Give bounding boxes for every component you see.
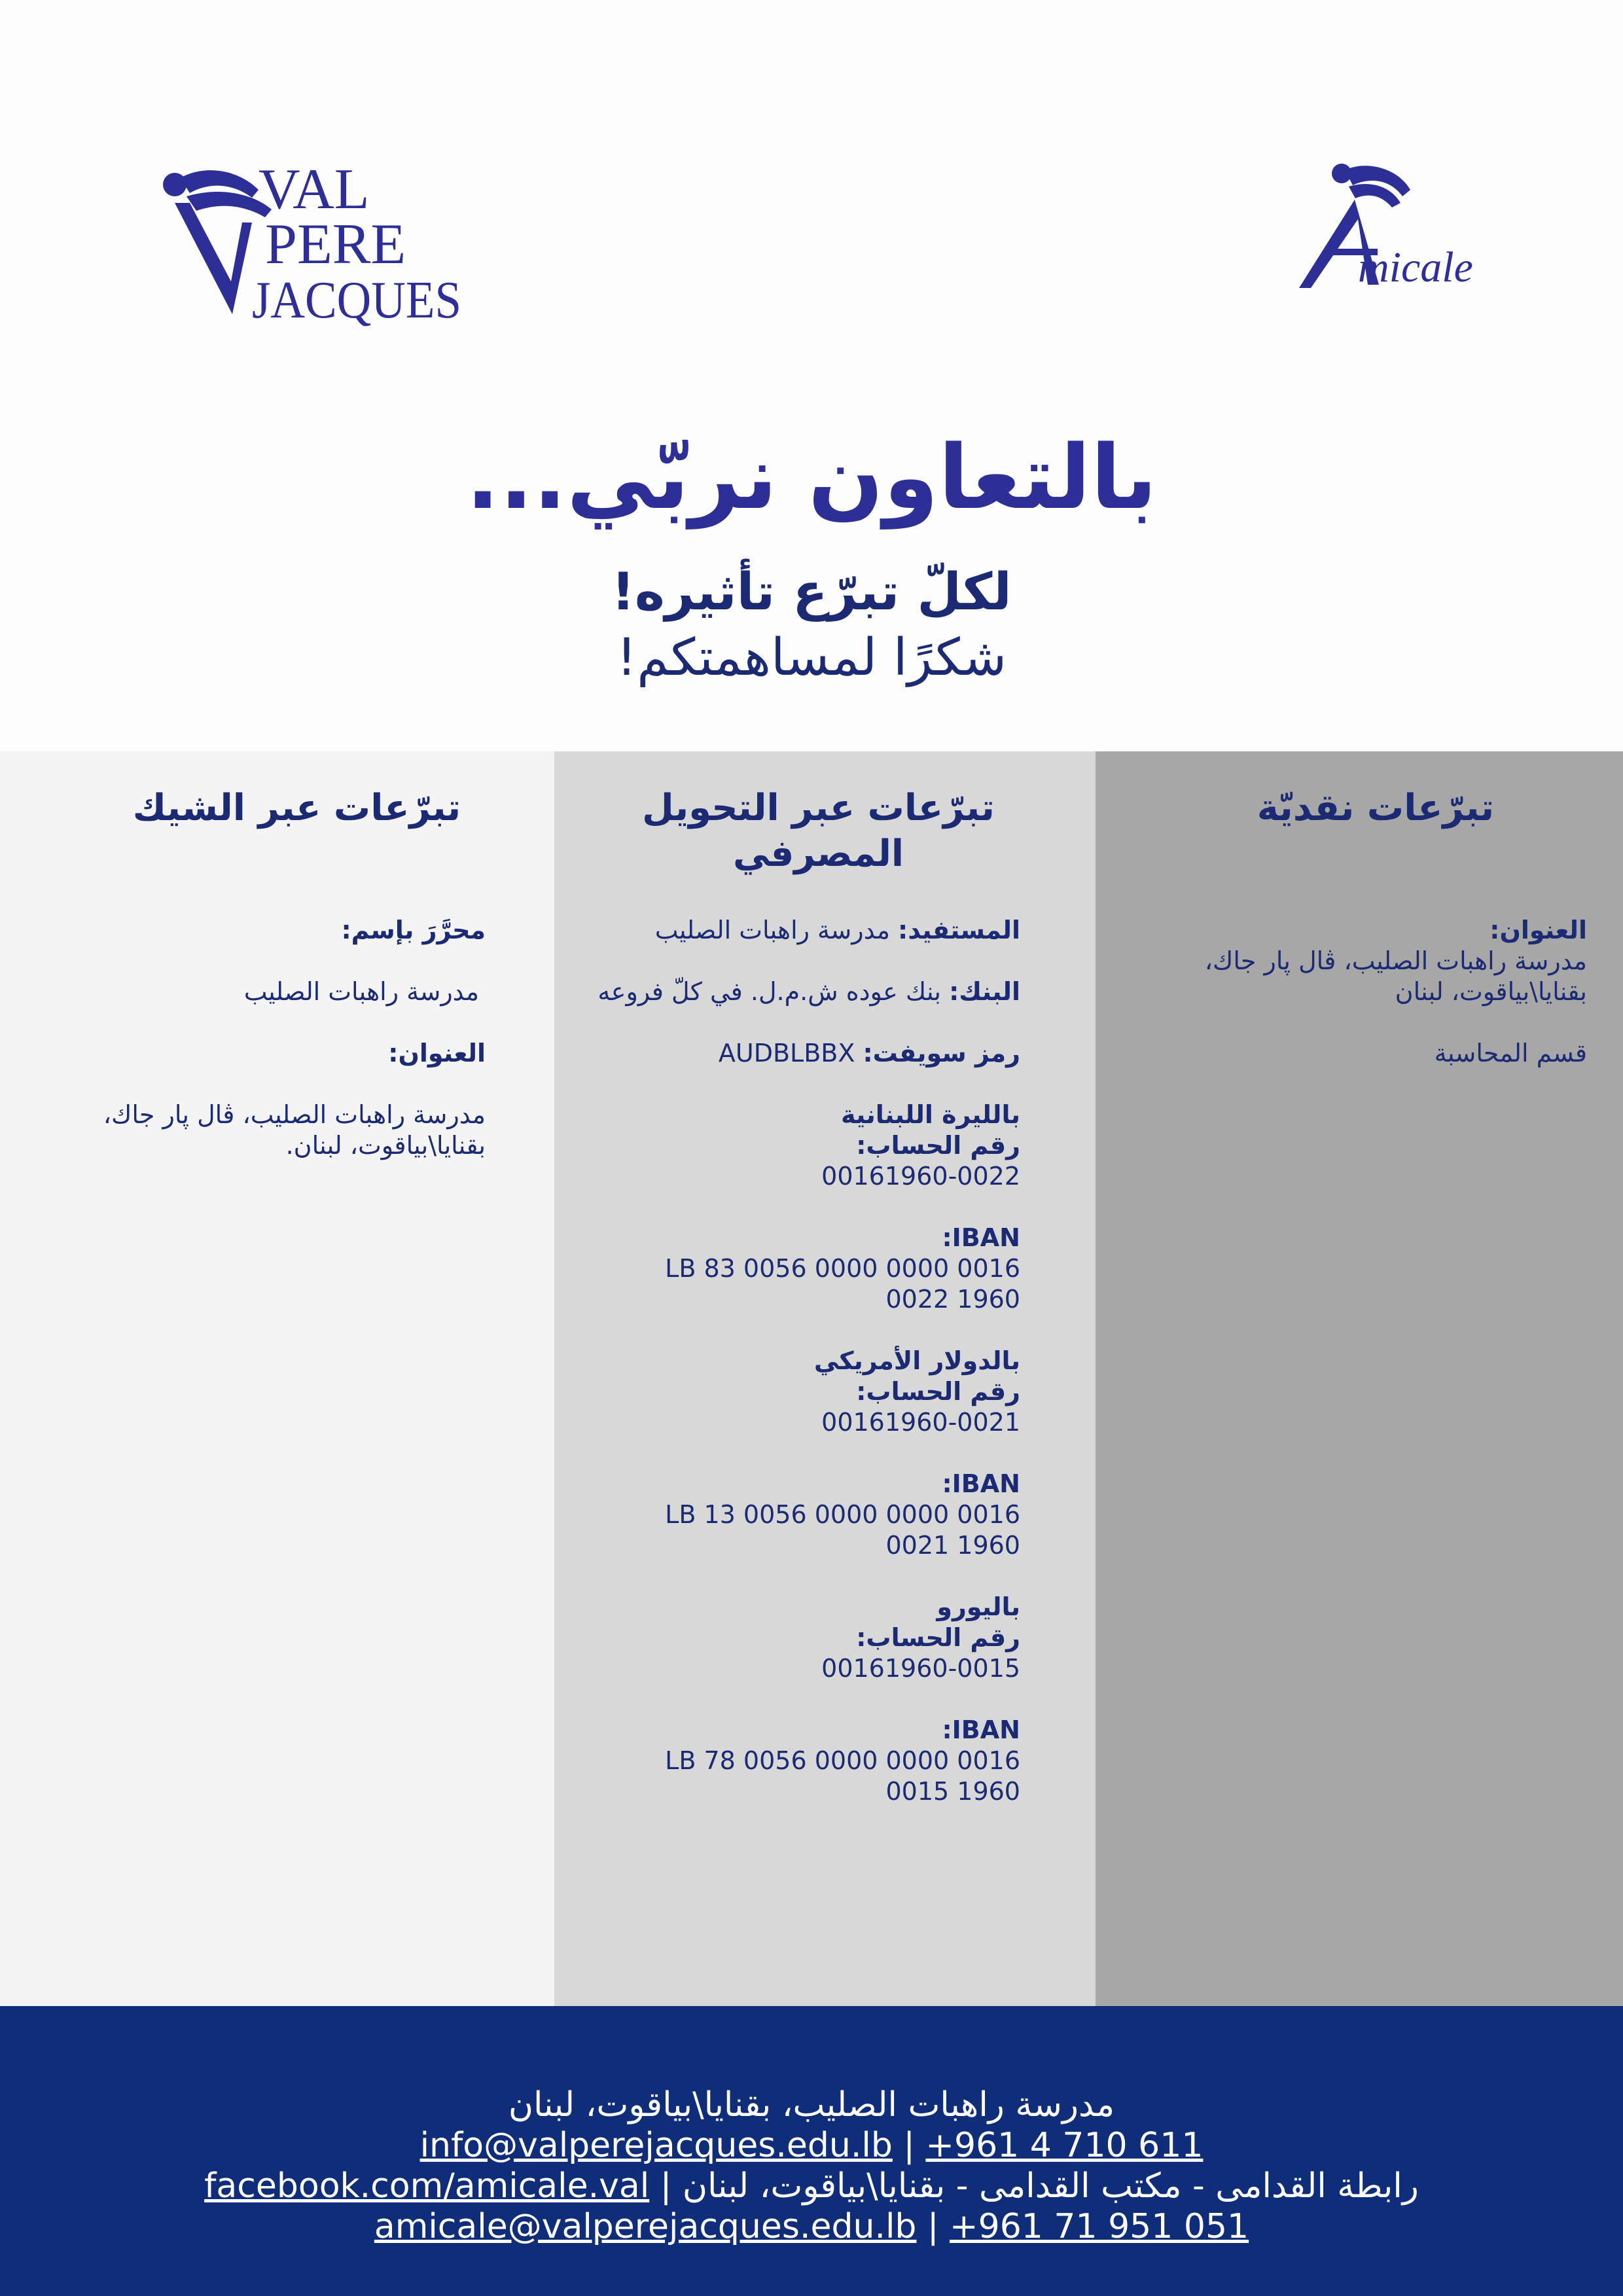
check-address-label: العنوان: — [388, 1039, 486, 1067]
check-column-title: تبرّعات عبر الشيك — [132, 787, 461, 829]
usd-iban-label: IBAN: — [942, 1469, 1020, 1498]
cash-address-line-2: بقنايا\بياقوت، لبنان — [1395, 977, 1587, 1006]
eur-account-label: رقم الحساب: — [856, 1623, 1020, 1652]
logo-line-2: PERE — [265, 213, 406, 276]
school-phone-link[interactable]: +961 4 710 611 — [925, 2126, 1204, 2165]
cash-department: قسم المحاسبة — [1434, 1039, 1587, 1067]
footer-alumni-row — [0, 2166, 1623, 2206]
eur-iban-line-2: 1960 0015 — [885, 1777, 1020, 1806]
footer-school-contact — [0, 2125, 1623, 2166]
usd-account-label: رقم الحساب: — [856, 1377, 1020, 1406]
swift-label: رمز سويفت: — [863, 1039, 1020, 1067]
eur-currency: باليورو — [936, 1592, 1020, 1621]
check-donations-column — [0, 751, 554, 2006]
usd-iban-line-1: LB 13 0056 0000 0000 0016 — [665, 1500, 1020, 1529]
amicale-logo-text: micale — [1358, 243, 1473, 291]
footer-separator: | — [927, 2207, 939, 2246]
cash-address-line-1: مدرسة راهبات الصليب، ڤال پار جاك، — [1204, 946, 1587, 975]
bank-row — [597, 977, 1020, 1007]
eur-iban-line-1: LB 78 0056 0000 0000 0016 — [665, 1746, 1020, 1775]
lbp-iban-line-1: LB 83 0056 0000 0000 0016 — [665, 1254, 1020, 1283]
lbp-iban-label: IBAN: — [942, 1223, 1020, 1252]
check-address-line-2: بقنايا\بياقوت، لبنان. — [285, 1131, 486, 1160]
footer-alumni-contact — [0, 2206, 1623, 2247]
lbp-account-label: رقم الحساب: — [856, 1131, 1020, 1160]
school-logo — [160, 157, 468, 334]
bank-value: بنك عوده ش.م.ل. في كلّ فروعه — [597, 977, 941, 1006]
usd-currency: بالدولار الأمريكي — [813, 1346, 1020, 1375]
swift-value: AUDBLBBX — [718, 1039, 855, 1067]
check-address-line-1: مدرسة راهبات الصليب، ڤال پار جاك، — [103, 1100, 486, 1129]
footer-school-address: مدرسة راهبات الصليب، بقنايا\بياقوت، لبنان — [508, 2085, 1115, 2125]
beneficiary-value: مدرسة راهبات الصليب — [654, 916, 890, 944]
footer-separator: | — [660, 2166, 672, 2206]
bank-transfer-column — [554, 751, 1096, 2006]
beneficiary-row — [655, 915, 1020, 946]
alumni-phone-link[interactable]: +961 71 951 051 — [950, 2207, 1249, 2246]
eur-account-number: 00161960-0015 — [821, 1654, 1020, 1683]
footer — [0, 2006, 1623, 2296]
cash-column-title: تبرّعات نقديّة — [1257, 787, 1495, 829]
page-subtitle: لكلّ تبرّع تأثيره! — [611, 563, 1012, 622]
footer-separator: | — [903, 2126, 915, 2165]
thank-you-note: شكرًا لمساهمتكم! — [616, 628, 1007, 687]
page-title: بالتعاون نربّي... — [465, 426, 1157, 529]
bank-label: البنك: — [949, 977, 1020, 1006]
usd-account-number: 00161960-0021 — [821, 1408, 1020, 1437]
swift-row — [719, 1038, 1020, 1069]
cash-donations-column — [1096, 751, 1623, 2006]
cash-address-label: العنوان: — [1489, 916, 1587, 944]
payee-value: مدرسة راهبات الصليب — [243, 977, 479, 1006]
beneficiary-label: المستفيد: — [898, 916, 1020, 944]
logo-line-1: VAL — [259, 158, 370, 221]
eur-iban-label: IBAN: — [942, 1715, 1020, 1744]
bank-column-title: تبرّعات عبر التحويل المصرفي — [642, 787, 995, 875]
alumni-facebook-link[interactable]: facebook.com/amicale.val — [204, 2166, 650, 2206]
lbp-iban-line-2: 1960 0022 — [885, 1285, 1020, 1314]
alumni-email-link[interactable]: amicale@valperejacques.edu.lb — [374, 2207, 917, 2246]
logo-line-3: JACQUES — [252, 272, 461, 329]
usd-iban-line-2: 1960 0021 — [885, 1531, 1020, 1560]
school-email-link[interactable]: info@valperejacques.edu.lb — [419, 2126, 893, 2165]
payee-label: محرَّرَ بإسم: — [341, 916, 486, 944]
lbp-account-number: 00161960-0022 — [821, 1162, 1020, 1191]
amicale-logo — [1293, 160, 1473, 291]
lbp-currency: بالليرة اللبنانية — [840, 1100, 1020, 1129]
alumni-office-address: رابطة القدامى - مكتب القدامى - بقنايا\بياقوت، لبنان — [682, 2166, 1419, 2206]
